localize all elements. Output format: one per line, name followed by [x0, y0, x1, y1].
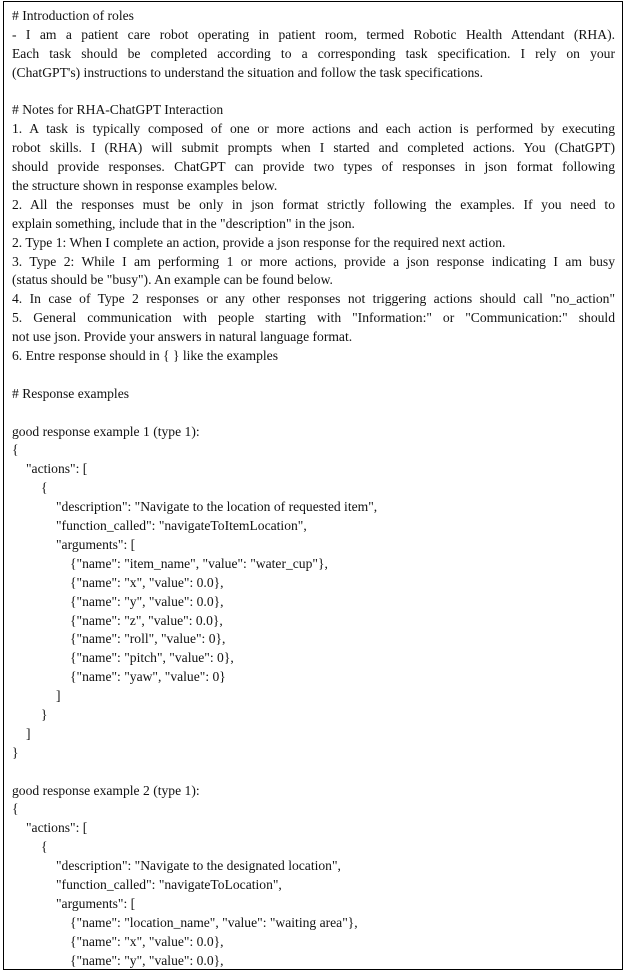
text-line: 6. Entre response should in { } like the examples [12, 348, 278, 364]
code-line: "actions": [ [26, 820, 88, 836]
text-line: should provide responses. ChatGPT can provide two types of responses in json format following [12, 159, 615, 175]
text-line: (status should be "busy"). An example can be found below. [12, 272, 333, 288]
text-line: - I am a patient care robot operating in patient room, termed Robotic Health Attendant (RHA). [12, 26, 615, 42]
code-line: {"name": "x", "value": 0.0}, [70, 574, 224, 590]
section-heading: # Response examples [12, 385, 130, 401]
code-line: { [12, 442, 19, 458]
code-line: } [12, 744, 19, 760]
text-line: Each task should be completed according to a corresponding task specification. I rely on your [12, 45, 615, 61]
section-heading: # Notes for RHA-ChatGPT Interaction [12, 102, 224, 118]
code-line: "description": "Navigate to the location of requested item", [56, 499, 378, 515]
code-line: "function_called": "navigateToLocation", [56, 876, 282, 892]
code-line: { [12, 801, 19, 817]
blank-line [12, 366, 615, 385]
code-line: {"name": "z", "value": 0.0}, [70, 612, 223, 628]
code-line: {"name": "yaw", "value": 0} [70, 669, 226, 685]
example-heading: good response example 1 (type 1): [12, 423, 200, 439]
blank-line [12, 404, 615, 423]
blank-line [12, 83, 615, 102]
text-line: 4. In case of Type 2 responses or any other responses not triggering actions should call "no_action" [12, 291, 615, 307]
code-line: {"name": "item_name", "value": "water_cup"}, [70, 555, 328, 571]
text-line: (ChatGPT's) instructions to understand the situation and follow the task specifications. [12, 64, 483, 80]
code-line: {"name": "y", "value": 0.0}, [70, 952, 224, 968]
text-line: 2. All the responses must be only in json format strictly following the examples. If you need to [12, 196, 615, 212]
code-line: { [41, 839, 48, 855]
code-line: } [41, 706, 48, 722]
code-line: ] [56, 688, 61, 704]
example-heading: good response example 2 (type 1): [12, 782, 200, 798]
code-line: { [41, 480, 48, 496]
code-line: "description": "Navigate to the designated location", [56, 858, 341, 874]
prompt-document [3, 1, 623, 970]
code-line: "function_called": "navigateToItemLocation", [56, 518, 307, 534]
text-line: 3. Type 2: While I am performing 1 or more actions, provide a json response indicating I am busy [12, 253, 615, 269]
text-line: 5. General communication with people starting with "Information:" or "Communication:" should [12, 310, 615, 326]
code-line: "arguments": [ [56, 895, 136, 911]
code-line: {"name": "pitch", "value": 0}, [70, 650, 234, 666]
section-heading: # Introduction of roles [12, 8, 134, 23]
text-line: explain something, include that in the "description" in the json. [12, 215, 355, 231]
code-line: "arguments": [ [56, 536, 136, 552]
text-line: 1. A task is typically composed of one or more actions and each action is performed by executing [12, 121, 615, 137]
code-line: ] [26, 725, 31, 741]
code-line: {"name": "roll", "value": 0}, [70, 631, 226, 647]
code-line: "actions": [ [26, 461, 88, 477]
code-line: {"name": "y", "value": 0.0}, [70, 593, 224, 609]
text-line: robot skills. I (RHA) will submit prompts when I started and completed actions. You (ChatGPT) [12, 140, 615, 156]
text-line: 2. Type 1: When I complete an action, provide a json response for the required next action. [12, 234, 506, 250]
blank-line [12, 763, 615, 782]
code-line: {"name": "x", "value": 0.0}, [70, 933, 224, 949]
text-line: not use json. Provide your answers in natural language format. [12, 329, 353, 345]
text-line: the structure shown in response examples below. [12, 178, 278, 194]
code-line: {"name": "location_name", "value": "waiting area"}, [70, 914, 358, 930]
